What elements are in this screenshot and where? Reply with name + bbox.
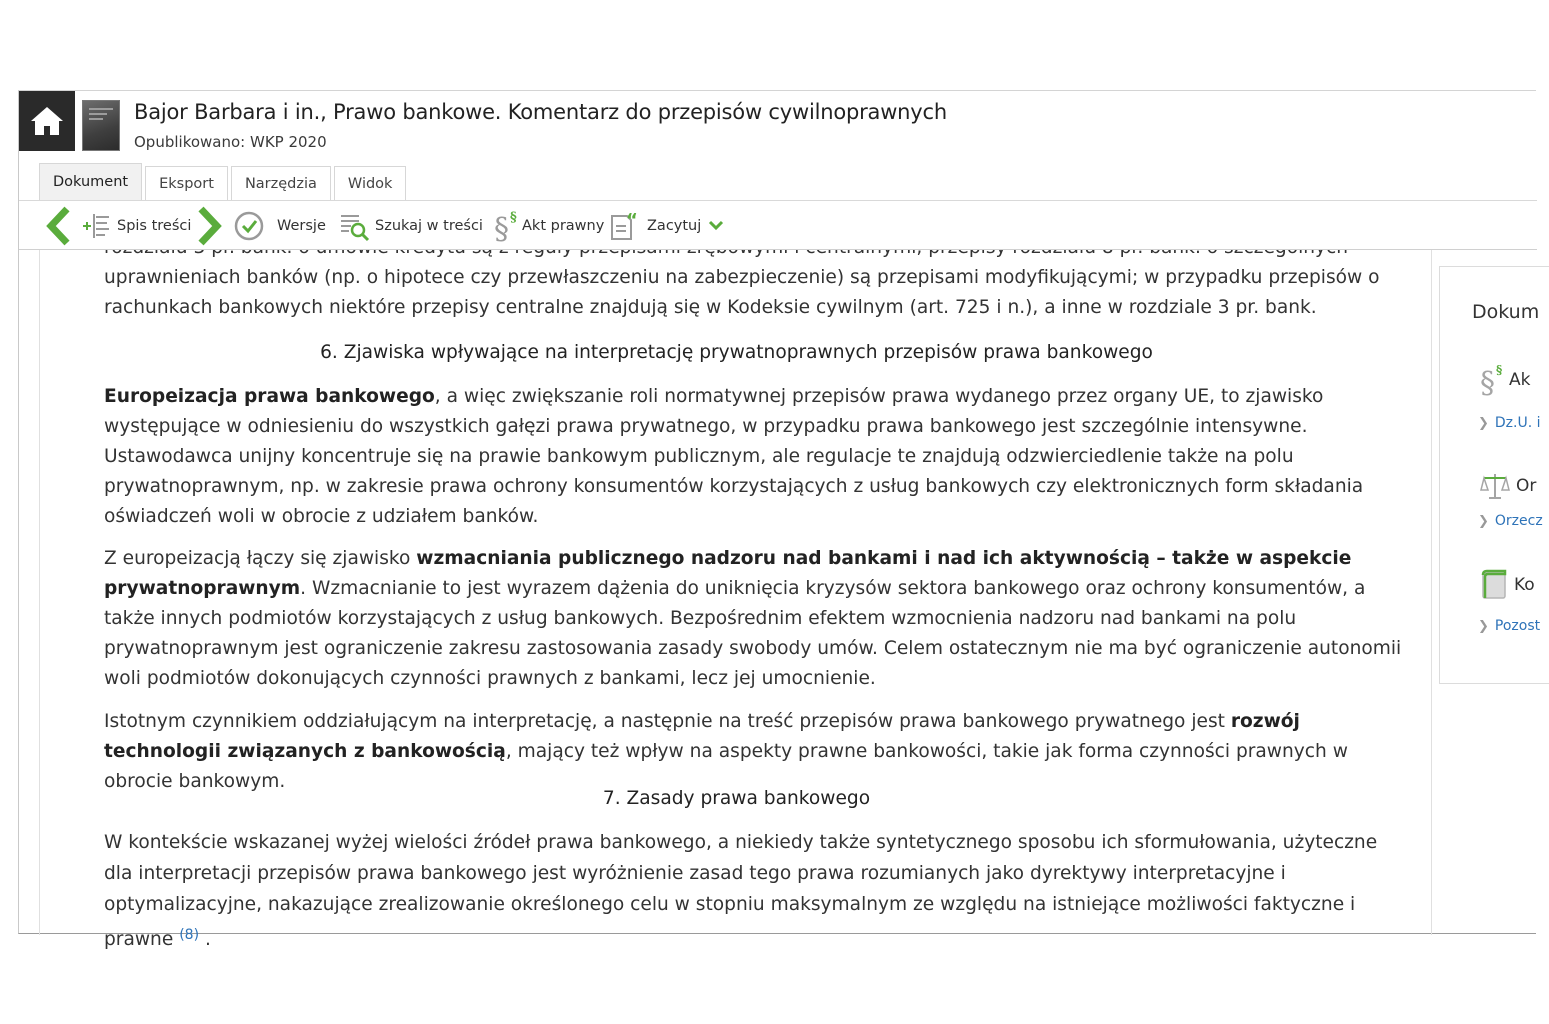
side-panel-title: Dokum: [1472, 301, 1540, 323]
next-button[interactable]: [195, 201, 223, 251]
home-button[interactable]: [19, 91, 75, 151]
side-section-legal-acts[interactable]: [1480, 363, 1531, 401]
paragraph-1-text: , a więc zwiększanie roli normatywnej przepisów prawa wydanego przez organy UE, to zjawisko występujące w odniesieniu do wszystkich gałęzi prawa prywatnego, w przypadku prawa bankowego jest szczególnie intensywne. Ustawodawca unijny koncentruje się na prawie bankowym publicznym, ale regulacje te znajdują odzwierciedlenie także na polu prywatnoprawnym, np. w zakresie prawa ochrony konsumentów korzystających z usług bankowych czy elektronicznych form składania oświadczeń woli w obrocie z udziałem banków.: [104, 386, 1364, 527]
search-in-content-button[interactable]: [339, 201, 483, 251]
side-section-case-law[interactable]: [1480, 471, 1536, 501]
side-link-dzu-label: Dz.U. i: [1494, 415, 1541, 431]
related-documents-panel: [1439, 266, 1549, 684]
publication-info: Opublikowano: WKP 2020: [134, 133, 327, 151]
svg-text:“: “: [626, 210, 638, 231]
chevron-right-icon: ❯: [1478, 415, 1489, 431]
chevron-right-icon: ❯: [1478, 513, 1489, 529]
toc-label: Spis treści: [117, 218, 192, 234]
paragraph-2: [104, 544, 1409, 694]
book-cover-thumbnail: [82, 100, 120, 151]
chevron-left-icon: [45, 206, 73, 246]
document-header: [19, 91, 1537, 161]
document-title: Bajor Barbara i in., Prawo bankowe. Komentarz do przepisów cywilnoprawnych: [134, 100, 947, 124]
tab-narzedzia[interactable]: Narzędzia: [231, 166, 331, 200]
bold-term-europeizacja: Europeizacja prawa bankowego: [104, 386, 435, 407]
tab-bar: [39, 163, 406, 201]
chevron-down-icon: [707, 219, 725, 233]
paragraph-icon: [1480, 363, 1506, 401]
cite-label: Zacytuj: [647, 218, 702, 234]
paragraph-1: [104, 382, 1409, 532]
paragraph-0: uprawnieniach banków (np. o hipotece czy przewłaszczeniu na zabezpieczenie) są przepisami modyfikującymi; w przypadku przepisów o rachunkach bankowych niektóre przepisy centralne znajdują się w Kodeksie cywilnym (art. 725 i n.), a inne w rozdziale 3 pr. bank.: [104, 267, 1380, 318]
paragraph-4-text: W kontekście wskazanej wyżej wielości źródeł prawa bankowego, a niekiedy także syntetycznego sposobu ich sformułowania, użyteczne dla interpretacji przepisów prawa bankowego jest wyróżnienie zasad tego prawa rozumianych jako dyrektywy interpretacyjne i optymalizacyjne, nakazujące zrealizowanie określonego celu w stopniu maksymalnym ze względu na istniejące możliwości faktyczne i prawne: [104, 832, 1378, 950]
paragraph-3: [104, 707, 1409, 797]
paragraph-2-intro: Z europeizacją łączy się zjawisko: [104, 548, 417, 569]
side-link-orzeczenia-label: Orzecz: [1494, 513, 1543, 529]
paragraph-3-text: , mający też wpływ na aspekty prawne bankowości, takie jak forma czynności prawnych w obrocie bankowym.: [104, 741, 1348, 792]
paragraph-2-text: . Wzmacnianie to jest wyrazem dążenia do uniknięcia kryzysów sektora bankowego oraz ochrony konsumentów, a także innych podmiotów korzystających z usług bankowych. Bezpośrednim efektem wzmocnienia nadzoru nad bankami na polu prywatnoprawnym jest ograniczenie zakresu zastosowania zasady swobody umów. Celem ostatecznym nie ma być ograniczenie autonomii woli podmiotów dokonujących czynności prawnych z bankami, lecz jej umocnienie.: [104, 578, 1402, 689]
paragraph-icon: [493, 209, 521, 247]
paragraph-4: [104, 827, 1409, 955]
bold-term-nadzor: wzmacniania publicznego nadzoru nad bankami i nad ich aktywnością – także w aspekcie prywatnoprawnym: [104, 548, 1352, 599]
side-link-pozostale-label: Pozost: [1494, 618, 1541, 634]
quote-document-icon: [609, 210, 641, 242]
chevron-right-icon: [195, 206, 223, 246]
side-link-pozostale[interactable]: [1478, 618, 1540, 634]
search-document-icon: [339, 210, 371, 242]
tab-eksport[interactable]: Eksport: [145, 166, 228, 200]
side-section-commentaries[interactable]: [1480, 569, 1535, 601]
footnote-link[interactable]: (8): [179, 927, 200, 943]
side-link-dzu[interactable]: [1478, 415, 1541, 431]
versions-button[interactable]: [233, 201, 326, 251]
side-item-commentaries-label: Ko: [1514, 575, 1535, 595]
search-in-content-label: Szukaj w treści: [375, 218, 483, 234]
svg-text:§: §: [1496, 363, 1503, 377]
more-options-dropdown[interactable]: [707, 201, 725, 251]
tab-dokument[interactable]: Dokument: [39, 163, 142, 200]
bold-term-technologie: rozwój technologii związanych z bankowością: [104, 711, 1300, 762]
section-heading-7: 7. Zasady prawa bankowego: [602, 788, 871, 809]
svg-text:§: §: [1480, 366, 1495, 401]
toc-button[interactable]: [81, 201, 191, 251]
paragraph-4-end: .: [199, 929, 211, 950]
scales-icon: [1480, 471, 1510, 501]
paragraph-3-intro: Istotnym czynnikiem oddziałującym na interpretację, a następnie na treść przepisów prawa bankowego prywatnego jest: [104, 711, 1231, 732]
toolbar: [19, 200, 1537, 250]
chevron-right-icon: ❯: [1478, 618, 1489, 634]
side-item-case-law-label: Or: [1516, 476, 1537, 496]
book-icon: [1480, 569, 1508, 601]
document-content: [39, 250, 1432, 950]
svg-text:§: §: [510, 210, 517, 225]
previous-button[interactable]: [45, 201, 73, 251]
versions-label: Wersje: [277, 218, 326, 234]
cite-button[interactable]: [609, 201, 701, 251]
legal-act-button[interactable]: [493, 201, 604, 251]
side-item-legal-acts-label: Ak: [1509, 370, 1531, 390]
app-window: [18, 90, 1543, 950]
legal-act-label: Akt prawny: [522, 218, 605, 234]
home-icon: [30, 105, 64, 137]
toc-icon: [81, 211, 111, 241]
tab-widok[interactable]: Widok: [334, 166, 407, 200]
side-link-orzeczenia[interactable]: [1478, 513, 1543, 529]
section-heading-6: 6. Zjawiska wpływające na interpretację prywatnoprawnych przepisów prawa bankowego: [320, 342, 1153, 363]
clock-check-icon: [233, 210, 265, 242]
svg-text:§: §: [494, 212, 509, 247]
